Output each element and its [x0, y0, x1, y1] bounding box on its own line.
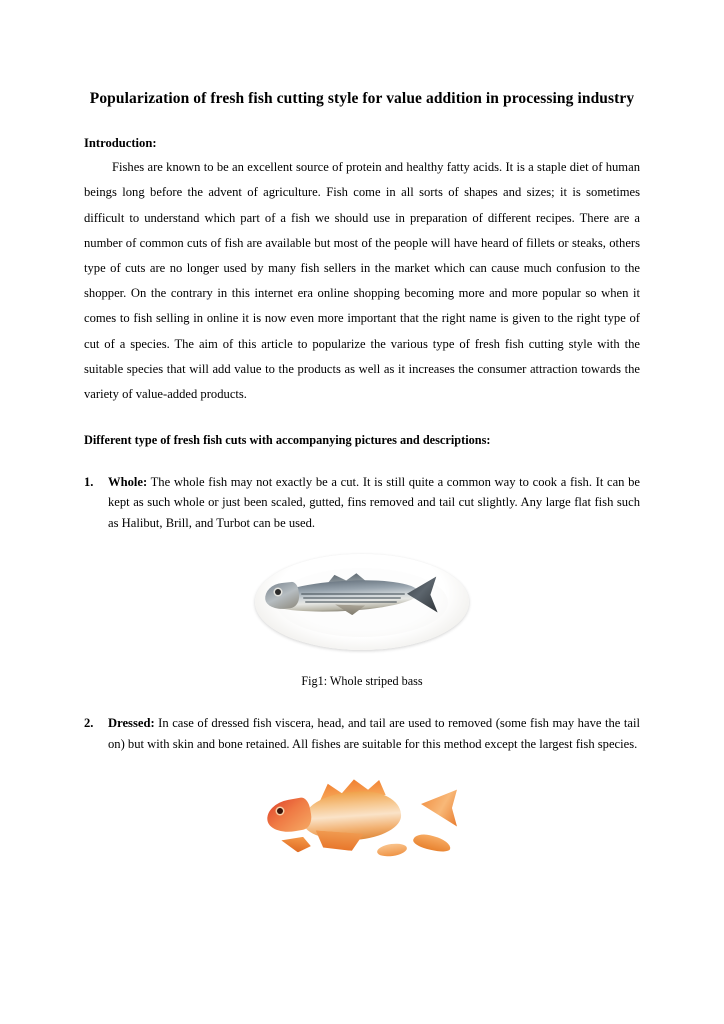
- fish-stripe: [303, 597, 401, 598]
- list-item-number: 1.: [84, 475, 94, 490]
- page-title: Popularization of fresh fish cutting style for value addition in processing industry: [89, 90, 635, 107]
- cuts-section-heading: Different type of fresh fish cuts with accompanying pictures and descriptions:: [84, 433, 491, 448]
- fish-stripe: [301, 593, 405, 594]
- fish-eye: [277, 808, 283, 814]
- list-item: [84, 472, 640, 533]
- list-item-term: Dressed:: [108, 716, 155, 731]
- introduction-paragraph: Fishes are known to be an excellent source of protein and healthy fatty acids. It is a staple diet of human beings long before the advent of agriculture. Fish come in all sorts of shapes and sizes; it is sometimes difficult to understand which part of a fish we should use in preparation of different recipes. There are a number of common cuts of fish are available but most of the people will have heard of fillets or steaks, others type of cuts are no longer used by many fish sellers in the market which can cause much confusion to the shopper. On the contrary in this internet era online shopping becoming more and more popular so when it comes to fish selling in online it is now even more important that the right name is given to the right type of cut of a species. The aim of this article to popularize the various type of fresh fish cutting style with the suitable species that will add value to the products as well as it increases the consumer attraction towards the variety of value-added products.: [84, 160, 640, 401]
- dressed-tilapia-image: [245, 768, 479, 876]
- whole-striped-bass-image: [239, 547, 485, 657]
- list-item-term: Whole:: [108, 475, 148, 490]
- list-item: [84, 713, 640, 754]
- removed-fin-piece: [376, 842, 407, 858]
- removed-viscera-piece: [280, 834, 312, 854]
- list-item-text: The whole fish may not exactly be a cut. It is still quite a common way to cook a fish. It can be kept as such whole or just been scaled, gutted, fins removed and tail cut slightly. Any large flat fish such as Halibut, Brill, and Turbot can be used.: [108, 475, 640, 530]
- fish-stripe: [305, 601, 397, 602]
- figure-2: [84, 768, 640, 881]
- removed-fin-piece: [412, 832, 452, 855]
- list-item-text: In case of dressed fish viscera, head, and tail are used to removed (some fish may have the tail on) but with skin and bone retained. All fishes are suitable for this method except the largest fish species.: [108, 716, 640, 751]
- list-item-number: 2.: [84, 716, 94, 731]
- figure-1: [84, 547, 640, 689]
- fish-tail: [421, 788, 457, 828]
- introduction-heading: Introduction:: [84, 136, 157, 151]
- figure-1-caption: Fig1: Whole striped bass: [301, 674, 423, 689]
- fish-pelvic-fin: [314, 830, 363, 851]
- list-item-body: [108, 713, 640, 754]
- list-item-body: [108, 472, 640, 533]
